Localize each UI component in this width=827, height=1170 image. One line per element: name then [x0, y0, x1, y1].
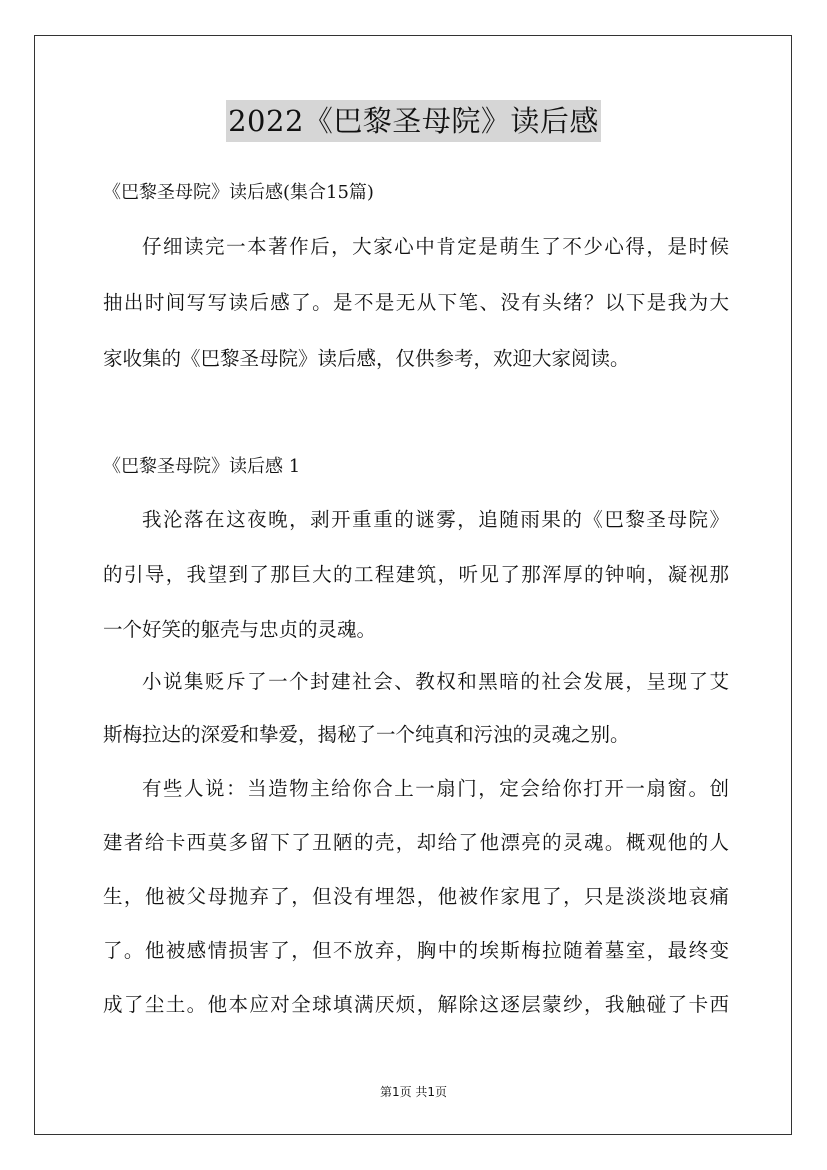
- para2-line-2: 斯梅拉达的深爱和挚爱，揭秘了一个纯真和污浊的灵魂之别。: [103, 723, 630, 746]
- para1-line-1: 我沦落在这夜晚，剥开重重的谜雾，追随雨果的《巴黎圣母院》: [142, 508, 729, 531]
- intro-line-2: 抽出时间写写读后感了。是不是无从下笔、没有头绪？以下是我为大: [103, 291, 729, 314]
- para3-line-3: 生，他被父母抛弃了，但没有埋怨，他被作家甩了，只是淡淡地哀痛: [103, 885, 729, 908]
- section-heading: 《巴黎圣母院》读后感 1: [103, 456, 301, 477]
- document-subtitle: 《巴黎圣母院》读后感(集合15篇): [103, 182, 374, 203]
- para1-line-2: 的引导，我望到了那巨大的工程建筑，听见了那浑厚的钟响，凝视那: [103, 563, 729, 586]
- intro-line-3: 家收集的《巴黎圣母院》读后感，仅供参考，欢迎大家阅读。: [103, 347, 630, 370]
- page-footer: 第1页 共1页: [379, 1085, 448, 1099]
- document-title: 2022《巴黎圣母院》读后感: [0, 100, 827, 142]
- para2-line-1: 小说集贬斥了一个封建社会、教权和黑暗的社会发展，呈现了艾: [142, 670, 729, 693]
- para3-line-2: 建者给卡西莫多留下了丑陋的壳，却给了他漂亮的灵魂。概观他的人: [103, 831, 729, 854]
- intro-line-1: 仔细读完一本著作后，大家心中肯定是萌生了不少心得，是时候: [142, 235, 729, 258]
- para3-line-4: 了。他被感情损害了，但不放弃，胸中的埃斯梅拉随着墓室，最终变: [103, 939, 729, 962]
- para3-line-5: 成了尘土。他本应对全球填满厌烦，解除这逐层蒙纱，我触碰了卡西: [103, 993, 729, 1016]
- para3-line-1: 有些人说：当造物主给你合上一扇门，定会给你打开一扇窗。创: [142, 777, 729, 800]
- para1-line-3: 一个好笑的躯壳与忠贞的灵魂。: [103, 618, 377, 641]
